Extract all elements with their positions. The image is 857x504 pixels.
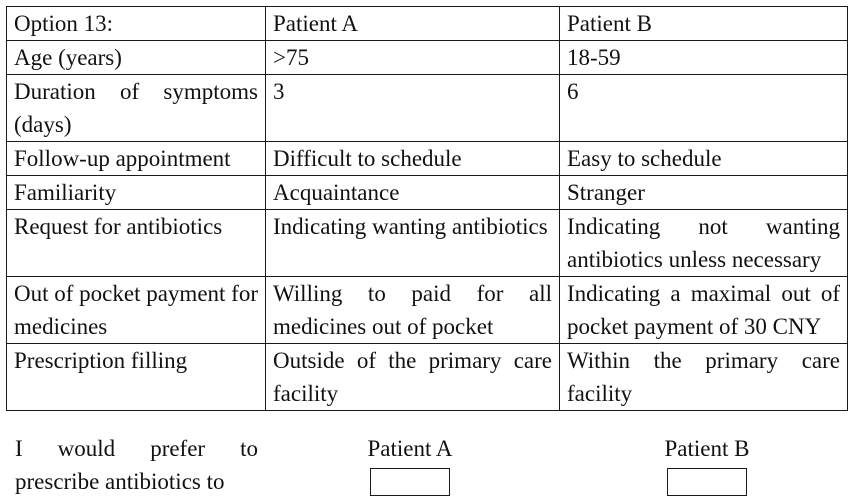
patient-a-value: Indicating wanting antibiotics bbox=[266, 210, 560, 277]
patient-a-value: Outside of the primary care facility bbox=[266, 344, 560, 411]
patient-b-checkbox[interactable] bbox=[667, 468, 747, 496]
option-patient-b-label: Patient B bbox=[664, 436, 750, 461]
table-row bbox=[7, 277, 848, 344]
table-row bbox=[7, 176, 848, 210]
patient-a-value: Difficult to schedule bbox=[266, 142, 560, 176]
table-row bbox=[7, 75, 848, 142]
option-patient-b bbox=[627, 432, 787, 496]
patient-a-value: >75 bbox=[266, 41, 560, 75]
attribute-label: Prescription filling bbox=[7, 344, 266, 411]
table-row bbox=[7, 344, 848, 411]
table-row bbox=[7, 142, 848, 176]
table-header-row bbox=[7, 7, 848, 41]
attribute-label: Follow-up appointment bbox=[7, 142, 266, 176]
option-patient-a-label: Patient A bbox=[367, 436, 453, 461]
attribute-label: Familiarity bbox=[7, 176, 266, 210]
header-option-label: Option 13: bbox=[7, 7, 266, 41]
choice-question bbox=[6, 432, 847, 498]
table-row bbox=[7, 41, 848, 75]
table-row bbox=[7, 210, 848, 277]
patient-a-checkbox[interactable] bbox=[370, 468, 450, 496]
option-patient-a bbox=[330, 432, 490, 496]
choice-set-table bbox=[6, 6, 848, 411]
patient-a-value: 3 bbox=[266, 75, 560, 142]
header-patient-b: Patient B bbox=[560, 7, 848, 41]
patient-b-value: Indicating a maximal out of pocket payment of 30 CNY bbox=[560, 277, 848, 344]
attribute-label: Request for antibiotics bbox=[7, 210, 266, 277]
patient-b-value: Stranger bbox=[560, 176, 848, 210]
patient-b-value: Indicating not wanting antibiotics unless necessary bbox=[560, 210, 848, 277]
attribute-label: Duration of symptoms (days) bbox=[7, 75, 266, 142]
choice-prompt: I would prefer to prescribe antibiotics to bbox=[15, 436, 258, 494]
patient-b-value: 18-59 bbox=[560, 41, 848, 75]
patient-a-value: Willing to paid for all medicines out of pocket bbox=[266, 277, 560, 344]
header-patient-a: Patient A bbox=[266, 7, 560, 41]
attribute-label: Age (years) bbox=[7, 41, 266, 75]
patient-b-value: Within the primary care facility bbox=[560, 344, 848, 411]
patient-b-value: Easy to schedule bbox=[560, 142, 848, 176]
patient-a-value: Acquaintance bbox=[266, 176, 560, 210]
attribute-label: Out of pocket payment for medicines bbox=[7, 277, 266, 344]
patient-b-value: 6 bbox=[560, 75, 848, 142]
